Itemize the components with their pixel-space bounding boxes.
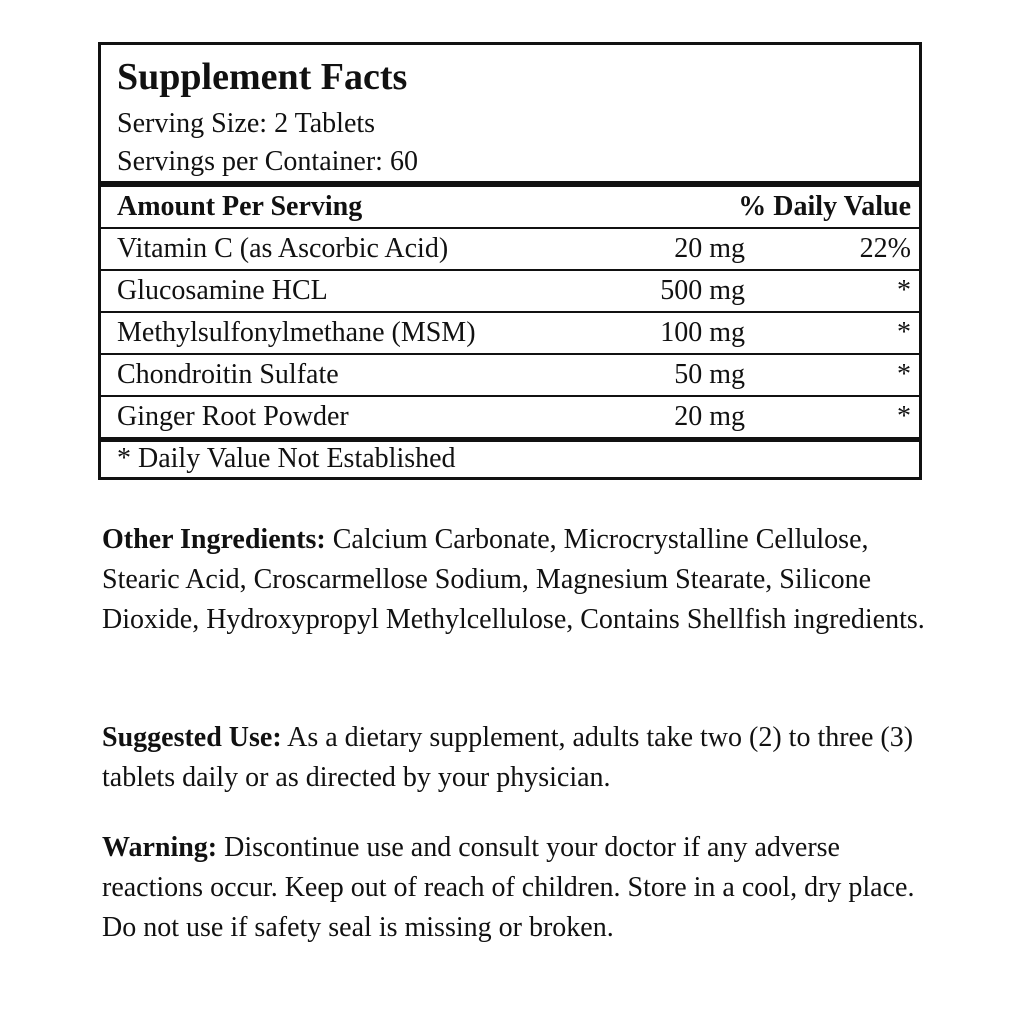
nutrient-amount: 20 mg [674, 401, 745, 432]
nutrient-name: Chondroitin Sulfate [117, 359, 339, 390]
supplement-facts-panel [98, 42, 922, 480]
table-row [101, 229, 919, 269]
suggested-use-label: Suggested Use: [102, 722, 282, 753]
nutrient-name: Glucosamine HCL [117, 275, 328, 306]
daily-value-footnote: * Daily Value Not Established [117, 443, 456, 474]
other-ingredients-label: Other Ingredients: [102, 524, 326, 555]
nutrient-daily-value: * [897, 401, 911, 432]
nutrient-daily-value: * [897, 359, 911, 390]
nutrient-amount: 20 mg [674, 233, 745, 264]
nutrient-daily-value: * [897, 317, 911, 348]
warning-paragraph [102, 828, 932, 948]
nutrient-daily-value: 22% [859, 233, 911, 264]
nutrient-name: Vitamin C (as Ascorbic Acid) [117, 233, 449, 264]
table-row [101, 313, 919, 353]
warning-label: Warning: [102, 832, 218, 863]
nutrient-amount: 500 mg [660, 275, 745, 306]
table-row [101, 355, 919, 395]
header-amount-per-serving: Amount Per Serving [117, 191, 363, 222]
serving-size: Serving Size: 2 Tablets [117, 108, 376, 139]
table-row [101, 271, 919, 311]
warning-text: Discontinue use and consult your doctor if any adverse reactions occur. Keep out of reach of children. Store in a cool, dry place. Do not use if safety seal is missing or broken. [102, 832, 915, 943]
suggested-use-text: As a dietary supplement, adults take two (2) to three (3) tablets daily or as directed by your physician. [102, 722, 914, 793]
nutrient-daily-value: * [897, 275, 911, 306]
table-row [101, 397, 919, 437]
nutrient-amount: 100 mg [660, 317, 745, 348]
servings-per-container: Servings per Container: 60 [117, 146, 418, 177]
suggested-use-paragraph [102, 718, 932, 798]
facts-header-row [101, 187, 919, 227]
nutrient-name: Methylsulfonylmethane (MSM) [117, 317, 476, 348]
nutrient-amount: 50 mg [674, 359, 745, 390]
header-daily-value: % Daily Value [738, 191, 911, 222]
other-ingredients-text: Calcium Carbonate, Microcrystalline Cellulose, Stearic Acid, Croscarmellose Sodium, Magnesium Stearate, Silicone Dioxide, Hydroxypropyl Methylcellulose, Contains Shellfish ingredients. [102, 524, 925, 635]
nutrient-name: Ginger Root Powder [117, 401, 349, 432]
other-ingredients-paragraph [102, 520, 932, 640]
facts-title: Supplement Facts [117, 56, 408, 98]
